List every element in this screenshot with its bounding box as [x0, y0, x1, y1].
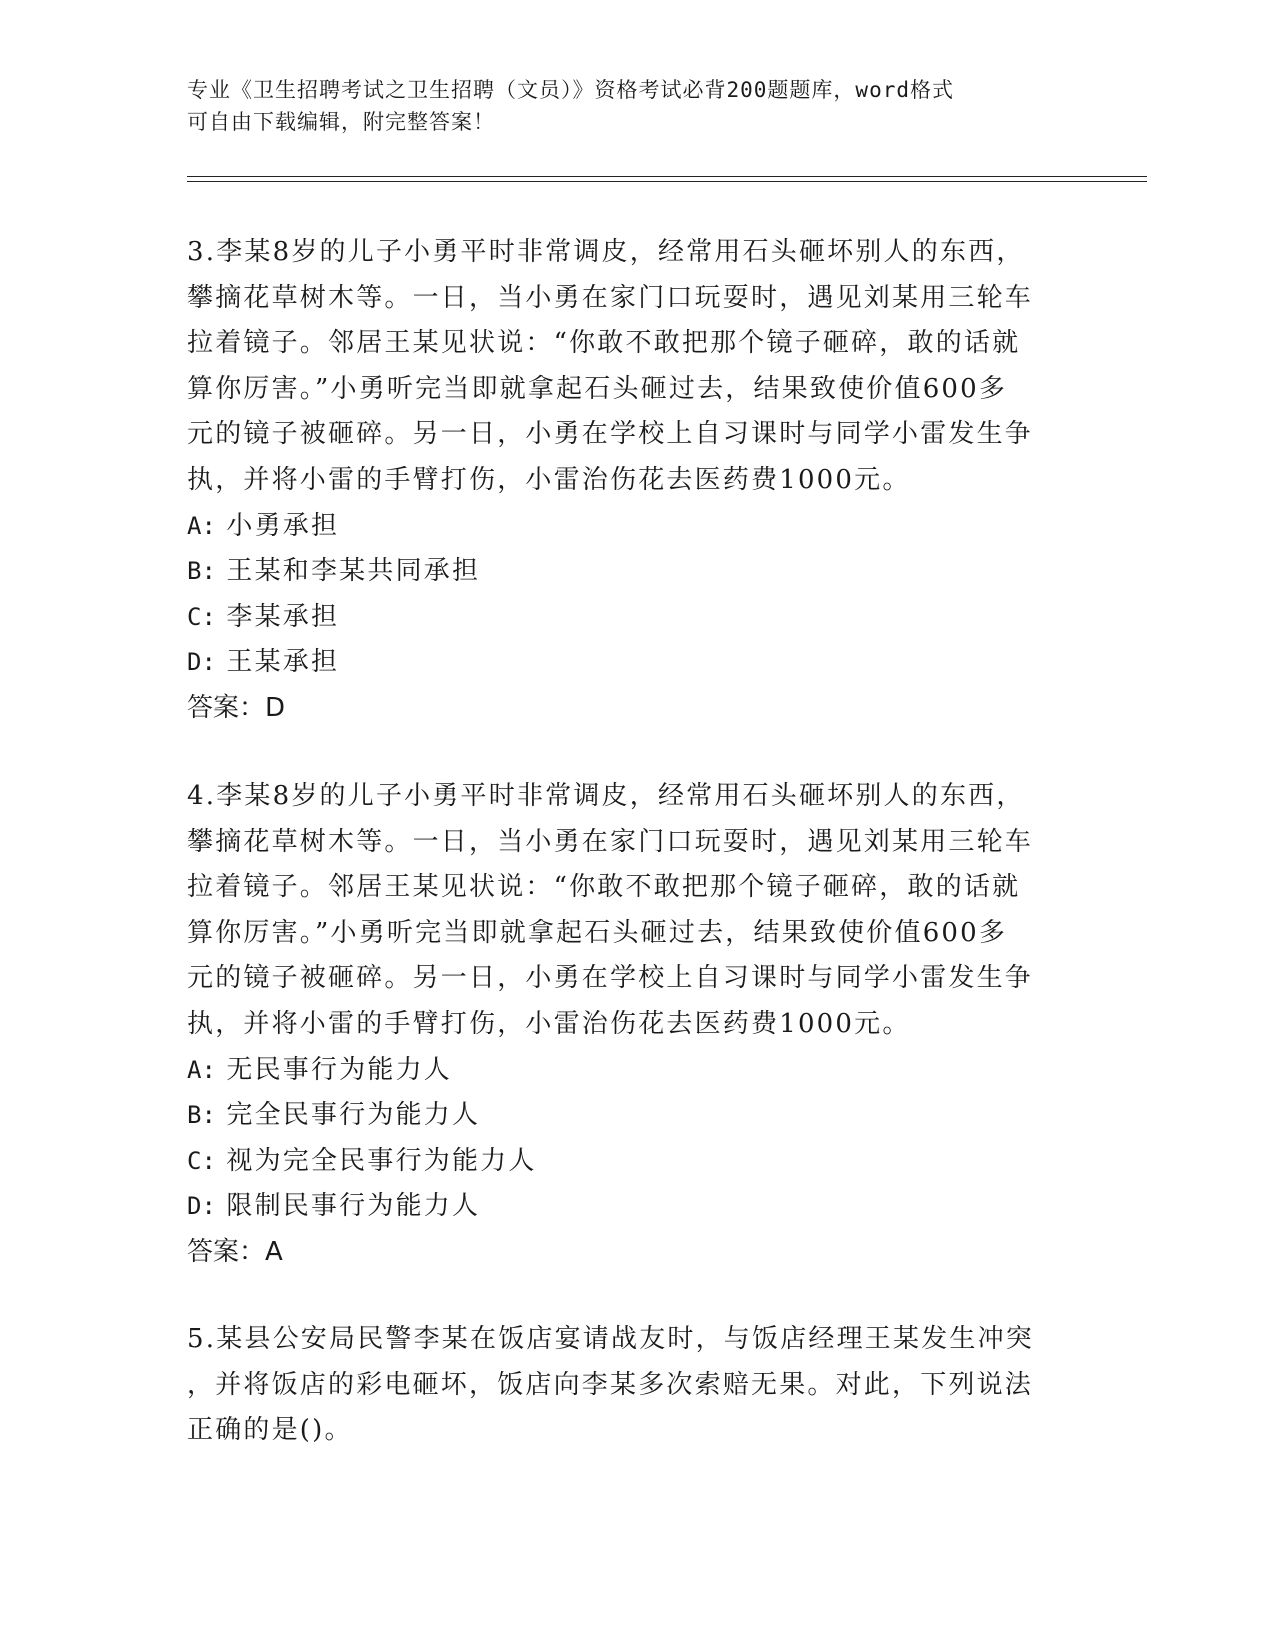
option-text: 王某承担	[226, 647, 340, 678]
option-letter: B:	[187, 1101, 216, 1130]
option-letter: A:	[187, 1055, 216, 1084]
option-text: 完全民事行为能力人	[226, 1100, 481, 1131]
question-stem	[187, 230, 1067, 504]
option-letter: C:	[187, 1146, 216, 1175]
stem-line: 拉着镜子。邻居王某见状说：“你敢不敢把那个镜子砸碎，敢的话就	[187, 872, 1021, 903]
stem-line: 执，并将小雷的手臂打伤，小雷治伤花去医药费1000元。	[187, 464, 911, 495]
stem-line: 拉着镜子。邻居王某见状说：“你敢不敢把那个镜子砸碎，敢的话就	[187, 328, 1021, 359]
option-c	[187, 595, 1067, 641]
option-letter: D:	[187, 648, 216, 677]
option-a	[187, 1048, 1067, 1094]
document-header	[187, 74, 1067, 138]
answer-line: 答案：A	[187, 1236, 283, 1267]
option-c	[187, 1139, 1067, 1185]
stem-line: 攀摘花草树木等。一日，当小勇在家门口玩耍时，遇见刘某用三轮车	[187, 282, 1034, 313]
option-letter: C:	[187, 602, 216, 631]
stem-line: 攀摘花草树木等。一日，当小勇在家门口玩耍时，遇见刘某用三轮车	[187, 826, 1034, 857]
stem-line: 4.李某8岁的儿子小勇平时非常调皮，经常用石头砸坏别人的东西，	[187, 781, 1025, 811]
option-d	[187, 640, 1067, 686]
option-text: 小勇承担	[226, 510, 340, 541]
question-3	[187, 230, 1067, 732]
stem-line: 正确的是()。	[187, 1415, 353, 1446]
stem-line: 元的镜子被砸碎。另一日，小勇在学校上自习课时与同学小雷发生争	[187, 419, 1034, 450]
stem-line: 算你厉害。”小勇听完当即就拿起石头砸过去，结果致使价值600多	[187, 373, 1008, 404]
header-title-line-2: 可自由下载编辑，附完整答案！	[187, 110, 495, 134]
option-b	[187, 1093, 1067, 1139]
header-title-line-1: 专业《卫生招聘考试之卫生招聘（文员）》资格考试必背200题题库，word格式	[187, 78, 954, 102]
question-stem	[187, 774, 1067, 1048]
stem-line: 3.李某8岁的儿子小勇平时非常调皮，经常用石头砸坏别人的东西，	[187, 237, 1025, 267]
question-5	[187, 1317, 1067, 1454]
header-divider-bottom	[187, 181, 1147, 182]
question-stem	[187, 1317, 1067, 1454]
option-letter: B:	[187, 557, 216, 586]
option-b	[187, 549, 1067, 595]
stem-line: 5.某县公安局民警李某在饭店宴请战友时，与饭店经理王某发生冲突	[187, 1324, 1035, 1354]
option-text: 无民事行为能力人	[226, 1054, 452, 1085]
option-letter: D:	[187, 1192, 216, 1221]
option-text: 视为完全民事行为能力人	[226, 1145, 537, 1176]
option-d	[187, 1184, 1067, 1230]
stem-line: 执，并将小雷的手臂打伤，小雷治伤花去医药费1000元。	[187, 1008, 911, 1039]
option-text: 王某和李某共同承担	[226, 556, 481, 587]
header-divider-top	[187, 176, 1147, 177]
option-letter: A:	[187, 511, 216, 540]
option-text: 李某承担	[226, 601, 340, 632]
answer-line: 答案：D	[187, 692, 286, 723]
stem-line: 元的镜子被砸碎。另一日，小勇在学校上自习课时与同学小雷发生争	[187, 963, 1034, 994]
stem-line: ，并将饭店的彩电砸坏，饭店向李某多次索赔无果。对此，下列说法	[187, 1369, 1034, 1400]
stem-line: 算你厉害。”小勇听完当即就拿起石头砸过去，结果致使价值600多	[187, 917, 1008, 948]
option-text: 限制民事行为能力人	[226, 1191, 481, 1222]
question-4	[187, 774, 1067, 1276]
option-a	[187, 504, 1067, 550]
